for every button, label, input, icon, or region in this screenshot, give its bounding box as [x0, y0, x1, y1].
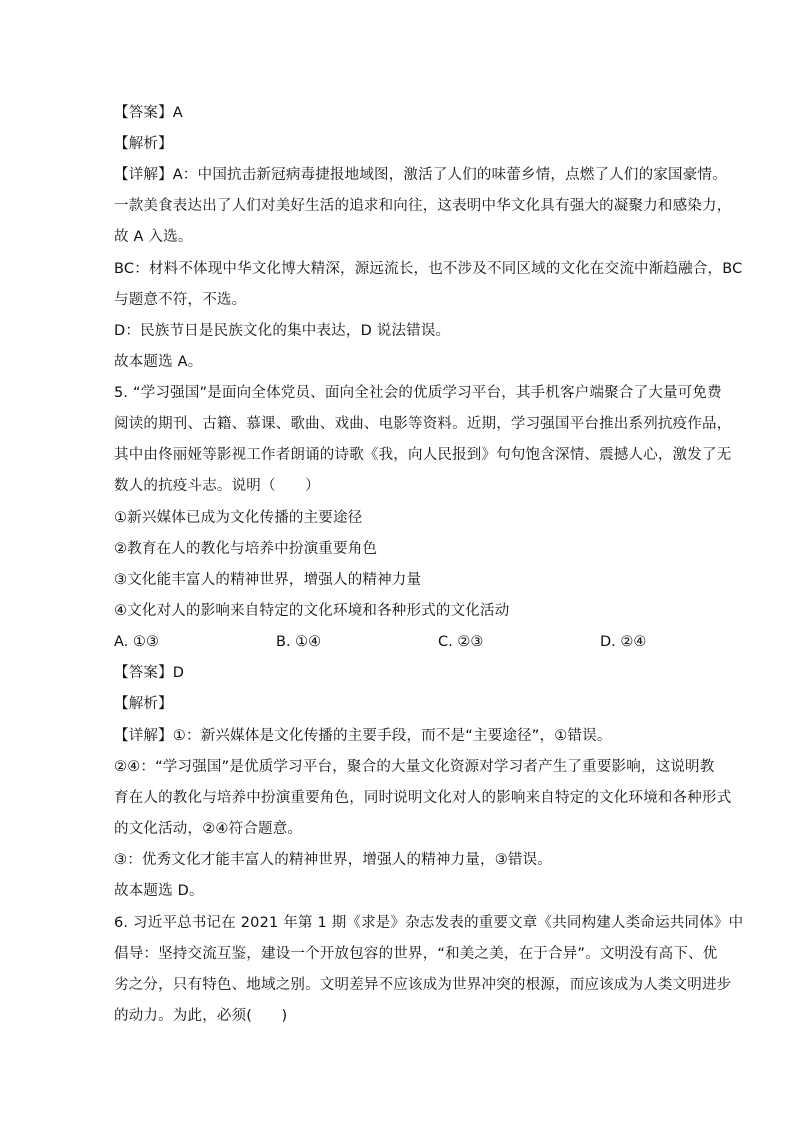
q4-d-line: D：民族节日是民族文化的集中表达，D 说法错误。 — [114, 323, 451, 339]
q6-stem-line-4: 的动力。为此，必须( ) — [114, 1008, 288, 1024]
q5-item-2: ②教育在人的教化与培养中扮演重要角色 — [114, 541, 378, 557]
q5-option-a: A. ①③ — [114, 634, 159, 650]
q5-option-c: C. ②③ — [438, 634, 484, 650]
q5-item-1: ①新兴媒体已成为文化传播的主要途径 — [114, 510, 363, 526]
q5-detail-line-3: 育在人的教化与培养中扮演重要角色，同时说明文化对人的影响来自特定的文化环境和各种形式 — [114, 790, 732, 806]
q5-stem-line-1: 5. “学习强国”是面向全体党员、面向全社会的优质学习平台，其手机客户端聚合了大量可免费 — [114, 385, 722, 401]
q5-detail-line-5: ③：优秀文化才能丰富人的精神世界，增强人的精神力量，③错误。 — [114, 852, 552, 868]
q5-detail-line-1: 【详解】①：新兴媒体是文化传播的主要手段，而不是“主要途径”，①错误。 — [114, 728, 612, 744]
q6-stem-line-1: 6. 习近平总书记在 2021 年第 1 期《求是》杂志发表的重要文章《共同构建人类命运共同体》中 — [114, 915, 744, 931]
q5-item-4: ④文化对人的影响来自特定的文化环境和各种形式的文化活动 — [114, 603, 510, 619]
q4-bc-line-1: BC：材料不体现中华文化博大精深，源远流长，也不涉及不同区域的文化在交流中渐趋融合，BC — [114, 261, 743, 277]
q4-bc-line-2: 与题意不符，不选。 — [114, 292, 247, 308]
q5-answer: 【答案】D — [114, 665, 185, 681]
q5-analysis-label: 【解析】 — [114, 696, 173, 712]
q5-item-3: ③文化能丰富人的精神世界，增强人的精神力量 — [114, 572, 422, 588]
q6-stem-line-2: 倡导：坚持交流互鉴，建设一个开放包容的世界，“和美之美，在于合异”。文明没有高下、优 — [114, 946, 718, 962]
q5-detail-line-2: ②④：“学习强国”是优质学习平台，聚合的大量文化资源对学习者产生了重要影响，这说明教 — [114, 759, 715, 775]
q5-options — [114, 632, 694, 652]
q5-stem-line-3: 其中由佟丽娅等影视工作者朗诵的诗歌《我，向人民报到》句句饱含深情、震撼人心，激发了无 — [114, 447, 732, 463]
q4-detail-line-1: 【详解】A：中国抗击新冠病毒捷报地域图，激活了人们的味蕾乡情，点燃了人们的家国豪情。 — [114, 167, 727, 183]
q5-stem-line-4: 数人的抗疫斗志。说明（ ） — [114, 478, 320, 494]
q4-detail-line-3: 故 A 入选。 — [114, 229, 193, 245]
q5-stem-line-2: 阅读的期刊、古籍、慕课、歌曲、戏曲、电影等资料。近期，学习强国平台推出系列抗疫作品， — [114, 416, 732, 432]
q4-answer: 【答案】A — [114, 105, 183, 121]
q5-option-b: B. ①④ — [276, 634, 322, 650]
q6-stem-line-3: 劣之分，只有特色、地域之别。文明差异不应该成为世界冲突的根源，而应该成为人类文明进步 — [114, 977, 732, 993]
q5-option-d: D. ②④ — [600, 634, 647, 650]
q4-detail-line-2: 一款美食表达出了人们对美好生活的追求和向往，这表明中华文化具有强大的凝聚力和感染力， — [114, 198, 732, 214]
q4-analysis-label: 【解析】 — [114, 136, 173, 152]
q5-conclusion: 故本题选 D。 — [114, 883, 204, 899]
q4-conclusion: 故本题选 A。 — [114, 354, 203, 370]
q5-detail-line-4: 的文化活动，②④符合题意。 — [114, 821, 303, 837]
